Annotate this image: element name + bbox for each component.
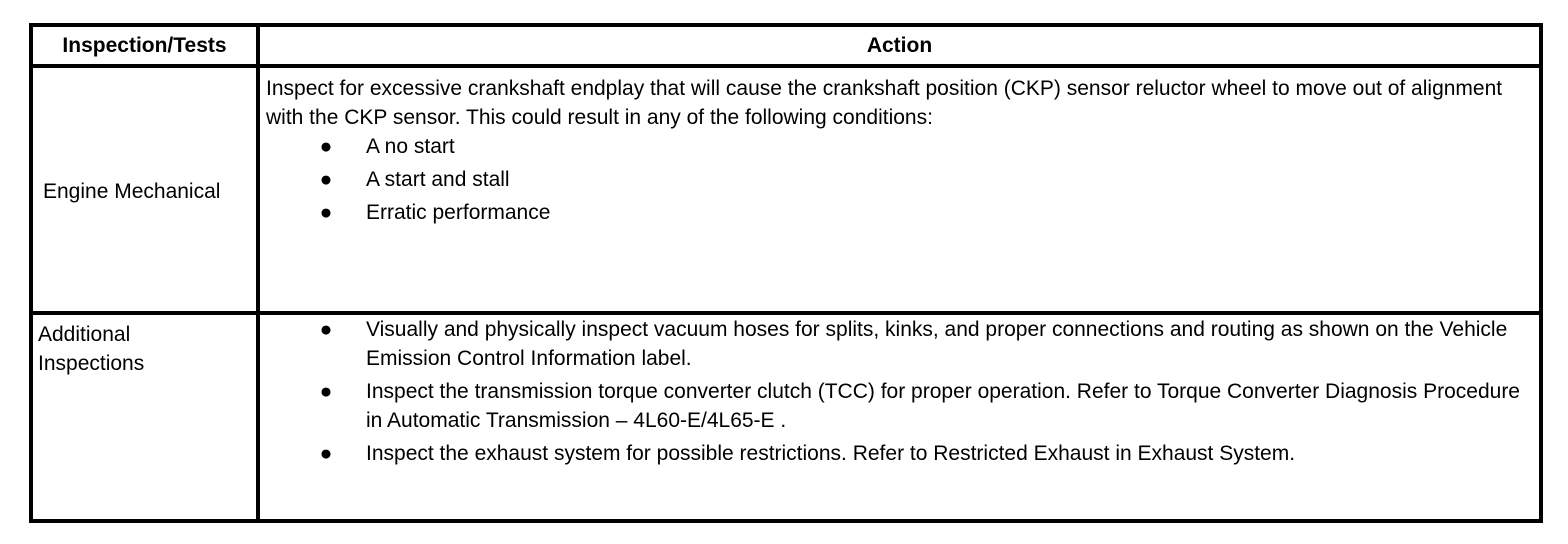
header-action: Action	[260, 27, 1539, 68]
bullet-icon: ●	[319, 380, 333, 403]
bullet-icon: ●	[319, 201, 333, 224]
row-label: Additional Inspections	[38, 323, 145, 375]
list-item	[260, 377, 1539, 435]
conditions-list	[260, 132, 1539, 227]
bullet-icon: ●	[319, 168, 333, 191]
bullet-icon: ●	[319, 135, 333, 158]
list-item-text: A start and stall	[366, 168, 510, 191]
list-item-text: Visually and physically inspect vacuum hoses for splits, kinks, and proper connections and routing as shown on the Vehicle Emission Control Information label.	[366, 318, 1508, 370]
list-item-text: Erratic performance	[366, 201, 551, 224]
action-paragraph: Inspect for excessive crankshaft endplay that will cause the crankshaft position (CKP) sensor reluctor wheel to move out of alignment with the CKP sensor. This could result in any of the following conditions:	[266, 77, 1503, 129]
list-item	[260, 132, 1539, 161]
list-item	[260, 165, 1539, 194]
bullet-icon: ●	[319, 318, 333, 341]
row-additional-inspections-action-cell	[260, 315, 1539, 519]
inspections-list	[260, 315, 1539, 468]
list-item-text: Inspect the exhaust system for possible restrictions. Refer to Restricted Exhaust in Exhaust System.	[366, 442, 1296, 465]
bullet-icon: ●	[319, 442, 333, 465]
list-item	[260, 439, 1539, 468]
list-item	[260, 198, 1539, 227]
header-inspection-tests: Inspection/Tests	[33, 27, 260, 68]
list-item-text: Inspect the transmission torque converter clutch (TCC) for proper operation. Refer to Torque Converter Diagnosis Procedure in Automatic Transmission – 4L60-E/4L65-E .	[366, 380, 1520, 432]
row-engine-mechanical-label-cell	[33, 68, 260, 315]
inspection-table	[29, 23, 1543, 523]
row-additional-inspections-label-cell	[33, 315, 260, 519]
list-item-text: A no start	[366, 135, 455, 158]
list-item	[260, 315, 1539, 373]
row-label: Engine Mechanical	[43, 180, 221, 203]
row-engine-mechanical-action-cell	[260, 68, 1539, 315]
